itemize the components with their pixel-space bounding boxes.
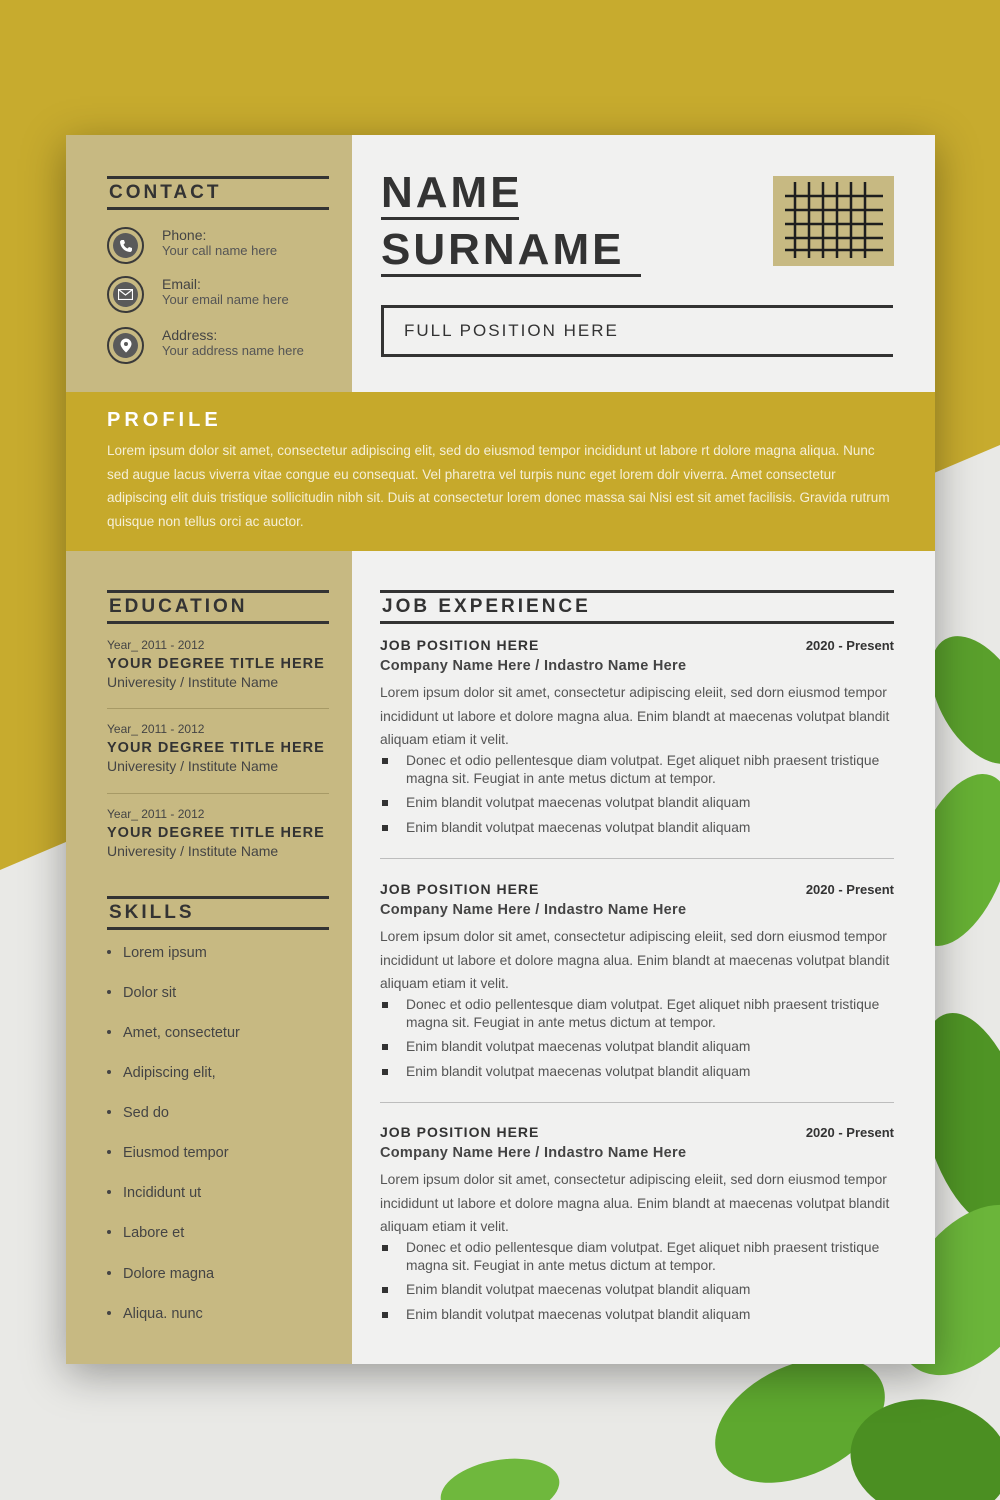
skill-item bbox=[107, 1306, 203, 1322]
job-bullet: Enim blandit volutpat maecenas volutpat blandit aliquam bbox=[380, 1281, 894, 1299]
position-box bbox=[381, 305, 893, 357]
skill-label: Eiusmod tempor bbox=[123, 1145, 229, 1161]
divider bbox=[107, 708, 329, 709]
profile-heading: PROFILE bbox=[107, 409, 222, 431]
education-institute: Univeresity / Institute Name bbox=[107, 758, 279, 774]
job-company: Company Name Here / Indastro Name Here bbox=[380, 1145, 687, 1161]
location-pin-icon bbox=[107, 327, 144, 364]
contact-heading: CONTACT bbox=[107, 176, 329, 210]
job-company: Company Name Here / Indastro Name Here bbox=[380, 902, 687, 918]
skill-item bbox=[107, 1105, 169, 1121]
skill-item bbox=[107, 1145, 229, 1161]
education-institute: Univeresity / Institute Name bbox=[107, 843, 279, 859]
job-bullet: Donec et odio pellentesque diam volutpat. Eget aliquet nibh praesent tristique magna sit. Feugiat in ante metus dictum at tempor. bbox=[380, 752, 894, 787]
job-bullet: Enim blandit volutpat maecenas volutpat blandit aliquam bbox=[380, 794, 894, 812]
skill-label: Aliqua. nunc bbox=[123, 1306, 203, 1322]
profile-text: Lorem ipsum dolor sit amet, consectetur adipiscing elit, sed do eiusmod tempor incididunt ut labore rt dolore magna aliqua. Nunc sed augue lacus viverra vitae congue eu consequat. Vel pharetra vel turpis nunc eget lorem dolr viverra. Amet consectetur adipiscing elit duis tristique sollicitudin nibh sit. Duis at consectetur lorem donec massa sai Nisi est sit amet facilisis. Gravida rutrum quisque non tellus orci ac auctor. bbox=[107, 443, 890, 529]
divider bbox=[380, 858, 894, 859]
education-year: Year_ 2011 - 2012 bbox=[107, 722, 205, 736]
contact-email-label: Email: bbox=[162, 276, 201, 292]
education-item bbox=[107, 638, 329, 690]
education-degree: YOUR DEGREE TITLE HERE bbox=[107, 825, 325, 841]
skill-label: Labore et bbox=[123, 1225, 185, 1241]
phone-icon bbox=[107, 227, 144, 264]
education-degree: YOUR DEGREE TITLE HERE bbox=[107, 740, 325, 756]
contact-phone-label: Phone: bbox=[162, 227, 207, 243]
job-bullet: Donec et odio pellentesque diam volutpat. Eget aliquet nibh praesent tristique magna sit. Feugiat in ante metus dictum at tempor. bbox=[380, 1239, 894, 1274]
contact-address bbox=[107, 327, 342, 367]
divider bbox=[107, 793, 329, 794]
contact-address-value: Your address name here bbox=[162, 343, 304, 358]
last-name: SURNAME bbox=[381, 225, 625, 274]
job-bullets bbox=[380, 752, 894, 843]
education-year: Year_ 2011 - 2012 bbox=[107, 807, 205, 821]
last-name-underline bbox=[381, 274, 641, 277]
job-date: 2020 - Present bbox=[805, 638, 894, 653]
job-entry bbox=[380, 1124, 894, 1334]
education-item bbox=[107, 807, 329, 859]
education-degree: YOUR DEGREE TITLE HERE bbox=[107, 656, 325, 672]
job-bullet: Donec et odio pellentesque diam volutpat. Eget aliquet nibh praesent tristique magna sit. Feugiat in ante metus dictum at tempor. bbox=[380, 996, 894, 1031]
education-item bbox=[107, 722, 329, 774]
job-description: Lorem ipsum dolor sit amet, consectetur adipiscing eleiit, sed dorn eiusmod tempor incididunt ut labore et dolore magna alua. Enim blandt at maecenas volutpat blandit aliquam etiam it velit. bbox=[380, 1172, 890, 1234]
job-bullets bbox=[380, 996, 894, 1087]
education-heading: EDUCATION bbox=[107, 590, 329, 624]
contact-phone-value: Your call name here bbox=[162, 243, 278, 258]
skill-item bbox=[107, 1225, 184, 1241]
education-year: Year_ 2011 - 2012 bbox=[107, 638, 205, 652]
position-title: FULL POSITION HERE bbox=[404, 321, 619, 340]
job-bullet: Enim blandit volutpat maecenas volutpat blandit aliquam bbox=[380, 1038, 894, 1056]
education-institute: Univeresity / Institute Name bbox=[107, 674, 279, 690]
job-entry bbox=[380, 637, 894, 847]
skills-heading: SKILLS bbox=[107, 896, 329, 930]
skill-item bbox=[107, 1065, 216, 1081]
job-company: Company Name Here / Indastro Name Here bbox=[380, 658, 687, 674]
skill-label: Adipiscing elit, bbox=[123, 1065, 216, 1081]
contact-email bbox=[107, 276, 342, 316]
skill-label: Lorem ipsum bbox=[123, 945, 207, 961]
grid-decoration-icon bbox=[773, 176, 894, 266]
job-bullet: Enim blandit volutpat maecenas volutpat blandit aliquam bbox=[380, 1306, 894, 1324]
experience-heading: JOB EXPERIENCE bbox=[380, 590, 894, 624]
resume-page bbox=[66, 135, 935, 1364]
skill-item bbox=[107, 1266, 214, 1282]
job-entry bbox=[380, 881, 894, 1091]
contact-phone bbox=[107, 227, 342, 267]
email-icon bbox=[107, 276, 144, 313]
skill-item bbox=[107, 1185, 201, 1201]
divider bbox=[380, 1102, 894, 1103]
job-bullet: Enim blandit volutpat maecenas volutpat blandit aliquam bbox=[380, 1063, 894, 1081]
skill-label: Dolor sit bbox=[123, 985, 177, 1001]
job-date: 2020 - Present bbox=[805, 882, 894, 897]
job-date: 2020 - Present bbox=[805, 1125, 894, 1140]
contact-address-label: Address: bbox=[162, 327, 218, 343]
skill-item bbox=[107, 1025, 240, 1041]
job-title: JOB POSITION HERE bbox=[380, 637, 540, 653]
job-bullet: Enim blandit volutpat maecenas volutpat blandit aliquam bbox=[380, 819, 894, 837]
job-description: Lorem ipsum dolor sit amet, consectetur adipiscing eleiit, sed dorn eiusmod tempor incididunt ut labore et dolore magna alua. Enim blandt at maecenas volutpat blandit aliquam etiam it velit. bbox=[380, 929, 890, 991]
skill-label: Incididunt ut bbox=[123, 1185, 202, 1201]
job-title: JOB POSITION HERE bbox=[380, 1124, 540, 1140]
skill-item bbox=[107, 945, 207, 961]
first-name-underline bbox=[381, 217, 519, 220]
job-bullets bbox=[380, 1239, 894, 1330]
job-description: Lorem ipsum dolor sit amet, consectetur adipiscing eleiit, sed dorn eiusmod tempor incididunt ut labore et dolore magna alua. Enim blandt at maecenas volutpat blandit aliquam etiam it velit. bbox=[380, 685, 890, 747]
skill-label: Sed do bbox=[123, 1105, 169, 1121]
first-name: NAME bbox=[381, 168, 523, 217]
skill-label: Amet, consectetur bbox=[123, 1025, 240, 1041]
job-title: JOB POSITION HERE bbox=[380, 881, 540, 897]
skill-item bbox=[107, 985, 176, 1001]
skill-label: Dolore magna bbox=[123, 1266, 215, 1282]
contact-email-value: Your email name here bbox=[162, 292, 289, 307]
